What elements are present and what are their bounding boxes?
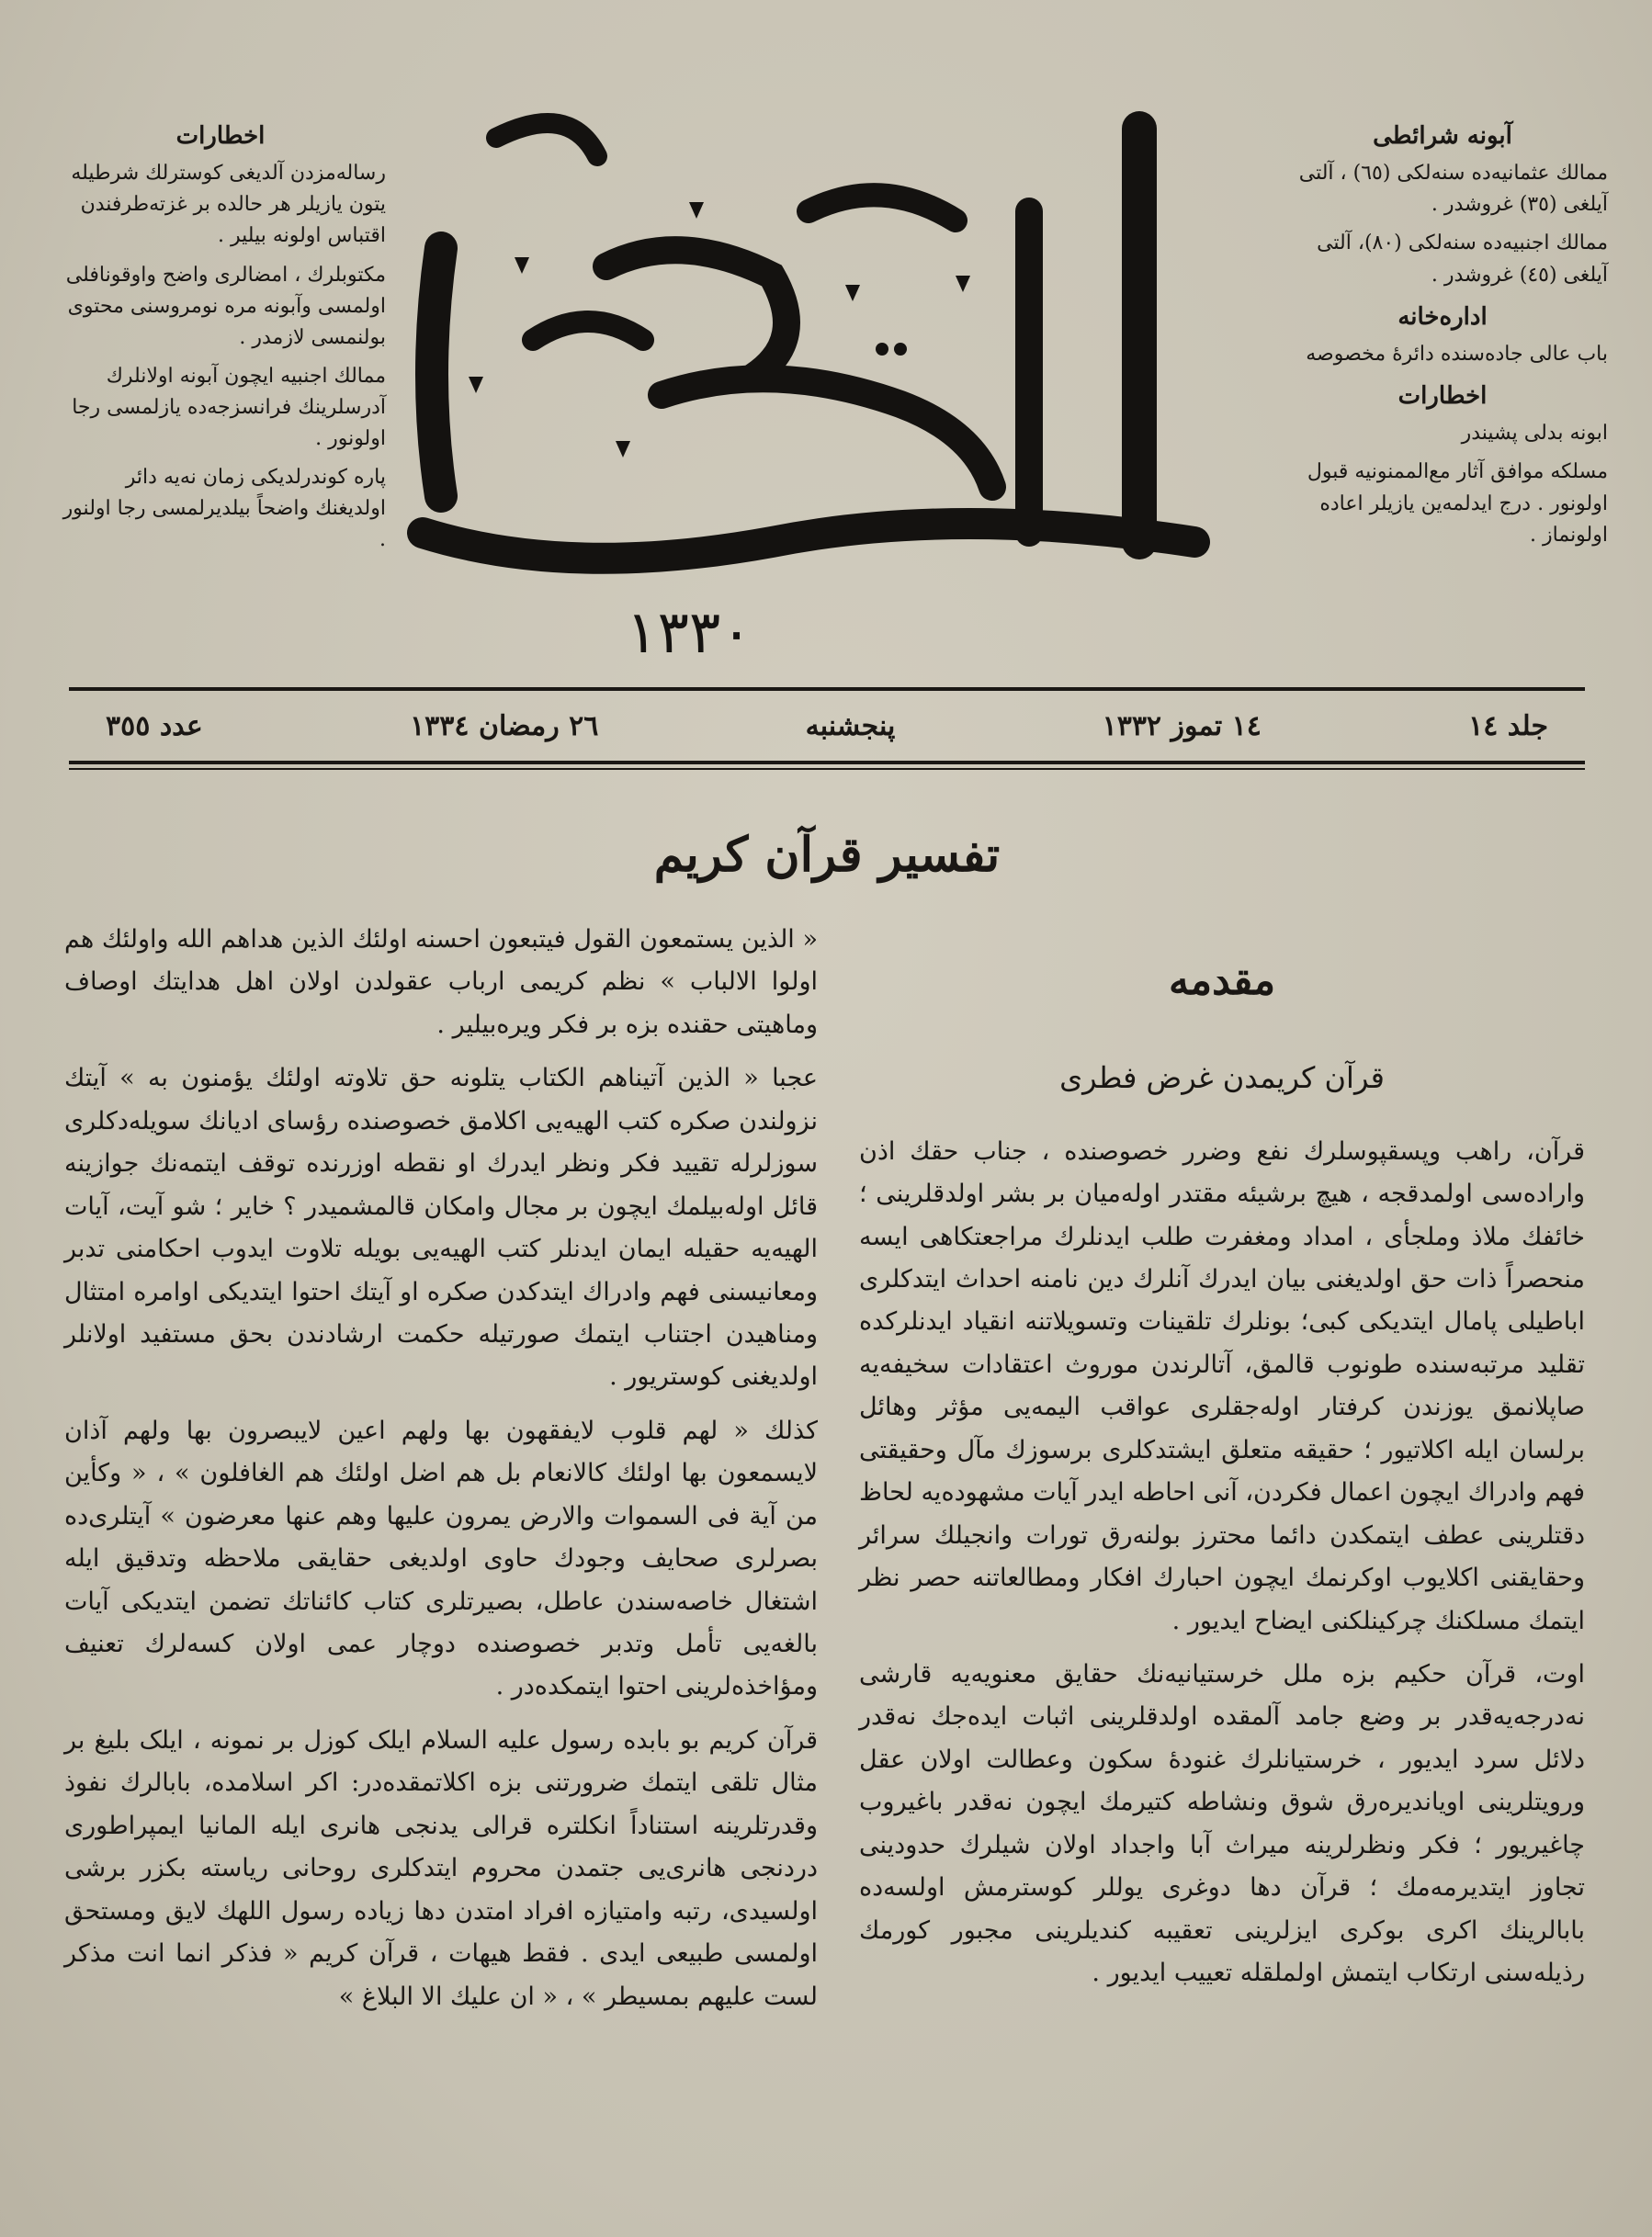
office-line: باب عالی جاده‌سنده دائرهٔ مخصوصه — [1306, 342, 1608, 366]
dateline — [69, 698, 1585, 753]
right-info-box — [1277, 110, 1608, 559]
rumi-date: ١٤ تموز ١٣٣٢ — [1102, 709, 1262, 742]
subscription-line: ممالك عثمانیه‌ده سنه‌لکی (٦٥) ، آلتی آیلغی (٣٥) غروشدر . — [1298, 162, 1608, 217]
volume-number: جلد ١٤ — [1468, 709, 1548, 742]
left-notice-paragraph: ممالك اجنبیه ایچون آبونه اولانلرك آدرسلرینك فرانسزجه‌ده یازلمسی رجا اولونور . — [72, 364, 386, 451]
subheading: قرآن کریمدن غرض فطری — [1059, 1059, 1385, 1095]
section-title: مقدمه — [1168, 957, 1276, 1004]
paragraph: اوت، قرآن حکیم بزه ملل خرستیانیه‌نك حقایق معنویه‌یه قارشی نه‌درجه‌یه‌قدر بر وضع جامد آلمقده اولدقلرینی اثبات ایده‌جك نه‌قدر دلائل سرد ایدیور ، خرستیانلرك غنودهٔ سکون وعطالت اولان عقل ورویتلرینی اویاندیره‌رق شوق ونشاطه کتیرمك ایچون نه‌قدر باغیروب چاغیریور ؛ فکر ونظرلرینه میراث آبا واجداد اولان شیلرك حدودینی تجاوز ایتدیرمه‌مك ؛ قرآن دها دوغری یوللر کوسترمش اولسه‌ده بابالرینك اکری بوکری ایزلرینی تعقیبه کندیلرینی مجبور کورمك رذیله‌سنی ارتکاب ایتمش اولملقله تعییب ایدیور . — [859, 1659, 1585, 1988]
left-notice-paragraph: پاره کوندرلدیکی زمان نه‌یه دائر اولدیغنك واضحاً بیلدیرلمسی رجا اولنور . — [62, 466, 386, 552]
masthead-calligraphy — [386, 101, 1268, 671]
office-title: اداره‌خانه — [1397, 302, 1488, 331]
left-notice-box — [55, 110, 386, 563]
bottom-rule — [69, 761, 1585, 764]
notice-line: مسلکه موافق آثار مع‌الممنونیه قبول اولونور . درج ایدلمه‌ین یازیلر اعاده اولونماز . — [1307, 460, 1608, 547]
bottom-rule-thin — [69, 768, 1585, 770]
paragraph: عجبا « الذین آتیناهم الکتاب یتلونه حق تلاوته اولئك یؤمنون به » آیتك نزولندن صکره کتب الهیه‌یی اکلامق خصوصنده رؤسای ادیانك سویله‌دکلری سوزلرله تقیید فکر ونظر ایدرك او نقطه اوزرنده توقف ایتمه‌نك جوازینه قائل اوله‌بیلمك ایچون بر مجال وامکان قالمشمیدر ؟ خایر ؛ شو آیت، آیات الهیه‌یه حقیله ایمان ایدنلر کتب الهیه‌یی بویله تلاوت ایدوب احکامنی تدبر ومعانیسنی فهم وادراك ایتدکدن صکره او آیتك احتوا ایتدیکی اوامره امتثال ومناهیدن اجتناب ایتمك صورتیله حکمت ارشادندن بحق مستفید اولانلر اولدیغنی کوستریور . — [64, 1064, 818, 1392]
paragraph: کذلك « لهم قلوب لایفقهون بها ولهم اعین لایبصرون بها ولهم آذان لایسمعون بها اولئك کالانعام بل هم اضل اولئك هم الغافلون » ، « وکأین من آیة فی السموات والارض یمرون علیها وهم عنها معرضون » آیتلری‌ده بصرلری صحایف وجودك حاوی اولدیغی حقایقی ملاحظه وتدقیق ایله اشتغال خاصه‌سندن عاطل، بصیرتلری کتاب کائناتك تضمن ایتدیکی آیات بالغه‌یی تأمل وتدبر خصوصنده دوچار عمی اولان کسه‌لرك تعنیف ومؤاخذه‌لرینی احتوا ایتمکده‌در . — [64, 1416, 818, 1701]
masthead-number: ١٣٣٠ — [626, 599, 752, 667]
weekday: پنجشنبه — [805, 709, 896, 742]
paragraph: قرآن کریم بو بابده رسول علیه السلام ایلک کوزل بر نمونه ، ایلک بلیغ بر مثال تلقی ایتمك ضرورتنی بزه اکلاتمقده‌در: اکر اسلامده، بابالرك نفوذ وقدرتلرینه استناداً انکلتره قرالی یدنجی هانری ایله المانیا ایمپراطوری دردنجی هانری‌یی جتمدن محروم ایتدکلری روحانی ریاسته بکزر برشی اولسیدی، رتبه وامتیازه افراد امتدن دها زیاده رسول اللهك لایق ومستحق اولمسی طبیعی ایدی . فقط هیهات ، قرآن کریم « فذکر انما انت مذکر لست علیهم بمسیطر » ، « ان علیك الا البلاغ » — [64, 1725, 818, 2011]
paragraph: قرآن، راهب وپسقپوسلرك نفع وضرر خصوصنده ، جناب حقك اذن واراده‌سی اولمدقجه ، هیچ برشیئه مقتدر اوله‌میان بر بشر اولدقلرینی ؛ خائفك ملاذ وملجأی ، امداد ومغفرت طلب ایدنلرك مراجعتکاهی ایسه منحصراً ذات حق اولدیغنی بیان ایدرك آنلرك دین نامنه احداث ایتدکلری اباطیلی پامال ایتدیکی کبی؛ بونلرك تلقینات وتسویلاتنه انقیاد ایدنلرکده تقلید مرتبه‌سنده طونوب قالمق، آتالرندن موروث اعتقادات سخیفه‌یه صاپلانمق یوزندن کرفتار اوله‌جقلری عواقب الیمه‌یی مؤثر وهائل برلسان ایله اکلاتیور ؛ حقیقه‌ متعلق ایشتدکلری برسوزك مآل وحقیقتی فهم وادراك ایچون اعمال فکردن، آنی احاطه ایدر آیات مشهوده‌یه لحاظ دقتلرینی عطف ایتمکدن دائما محترز بولنه‌رق تورات وانجیلك سرائر وحقایقنی اکلایوب اوکرنمك ایچون احبارك افکار ومطالعاتنه حصر نظر ایتمك مسلکنك چرکینلکنی ایضاح ایدیور . — [859, 1136, 1585, 1635]
top-rule — [69, 687, 1585, 691]
paragraph: « الذین یستمعون القول فیتبعون احسنه اولئك الذین هداهم الله واولئك هم اولوا الالباب » نظم کریمی ارباب عقولدن اولان اهل هدایتك اوصاف وماهیتی حقنده بزه بر فکر ویره‌بیلیر . — [64, 925, 818, 1039]
notice-title: اخطارات — [1397, 382, 1488, 411]
left-notice-title: اخطارات — [175, 122, 266, 150]
issue-number: عدد ٣٥٥ — [106, 709, 203, 742]
subscription-title: آبونه شرائطی — [1373, 122, 1512, 150]
left-notice-paragraph: مکتوبلرك ، امضالری واضح واوقونافلی اولمسی وآبونه مره نومروسنی محتوی بولنمسی لازمدر . — [65, 263, 386, 349]
subscription-line: ممالك اجنبیه‌ده سنه‌لکی (٨٠)، آلتی آیلغی (٤٥) غروشدر . — [1317, 232, 1608, 287]
right-column — [859, 919, 1585, 2005]
left-column — [64, 919, 818, 2029]
masthead — [386, 101, 1268, 671]
left-notice-paragraph: رساله‌مزدن آلدیغی کوسترلك شرطیله یتون یازیلر هر حالده بر غزته‌طرفندن اقتباس اولونه بیلیر . — [71, 162, 386, 248]
hijri-date: ٢٦ رمضان ١٣٣٤ — [410, 709, 599, 742]
notice-line: ابونه بدلی پشیندر — [1461, 422, 1608, 446]
article-title: تفسیر قرآن کریم — [653, 827, 1001, 883]
